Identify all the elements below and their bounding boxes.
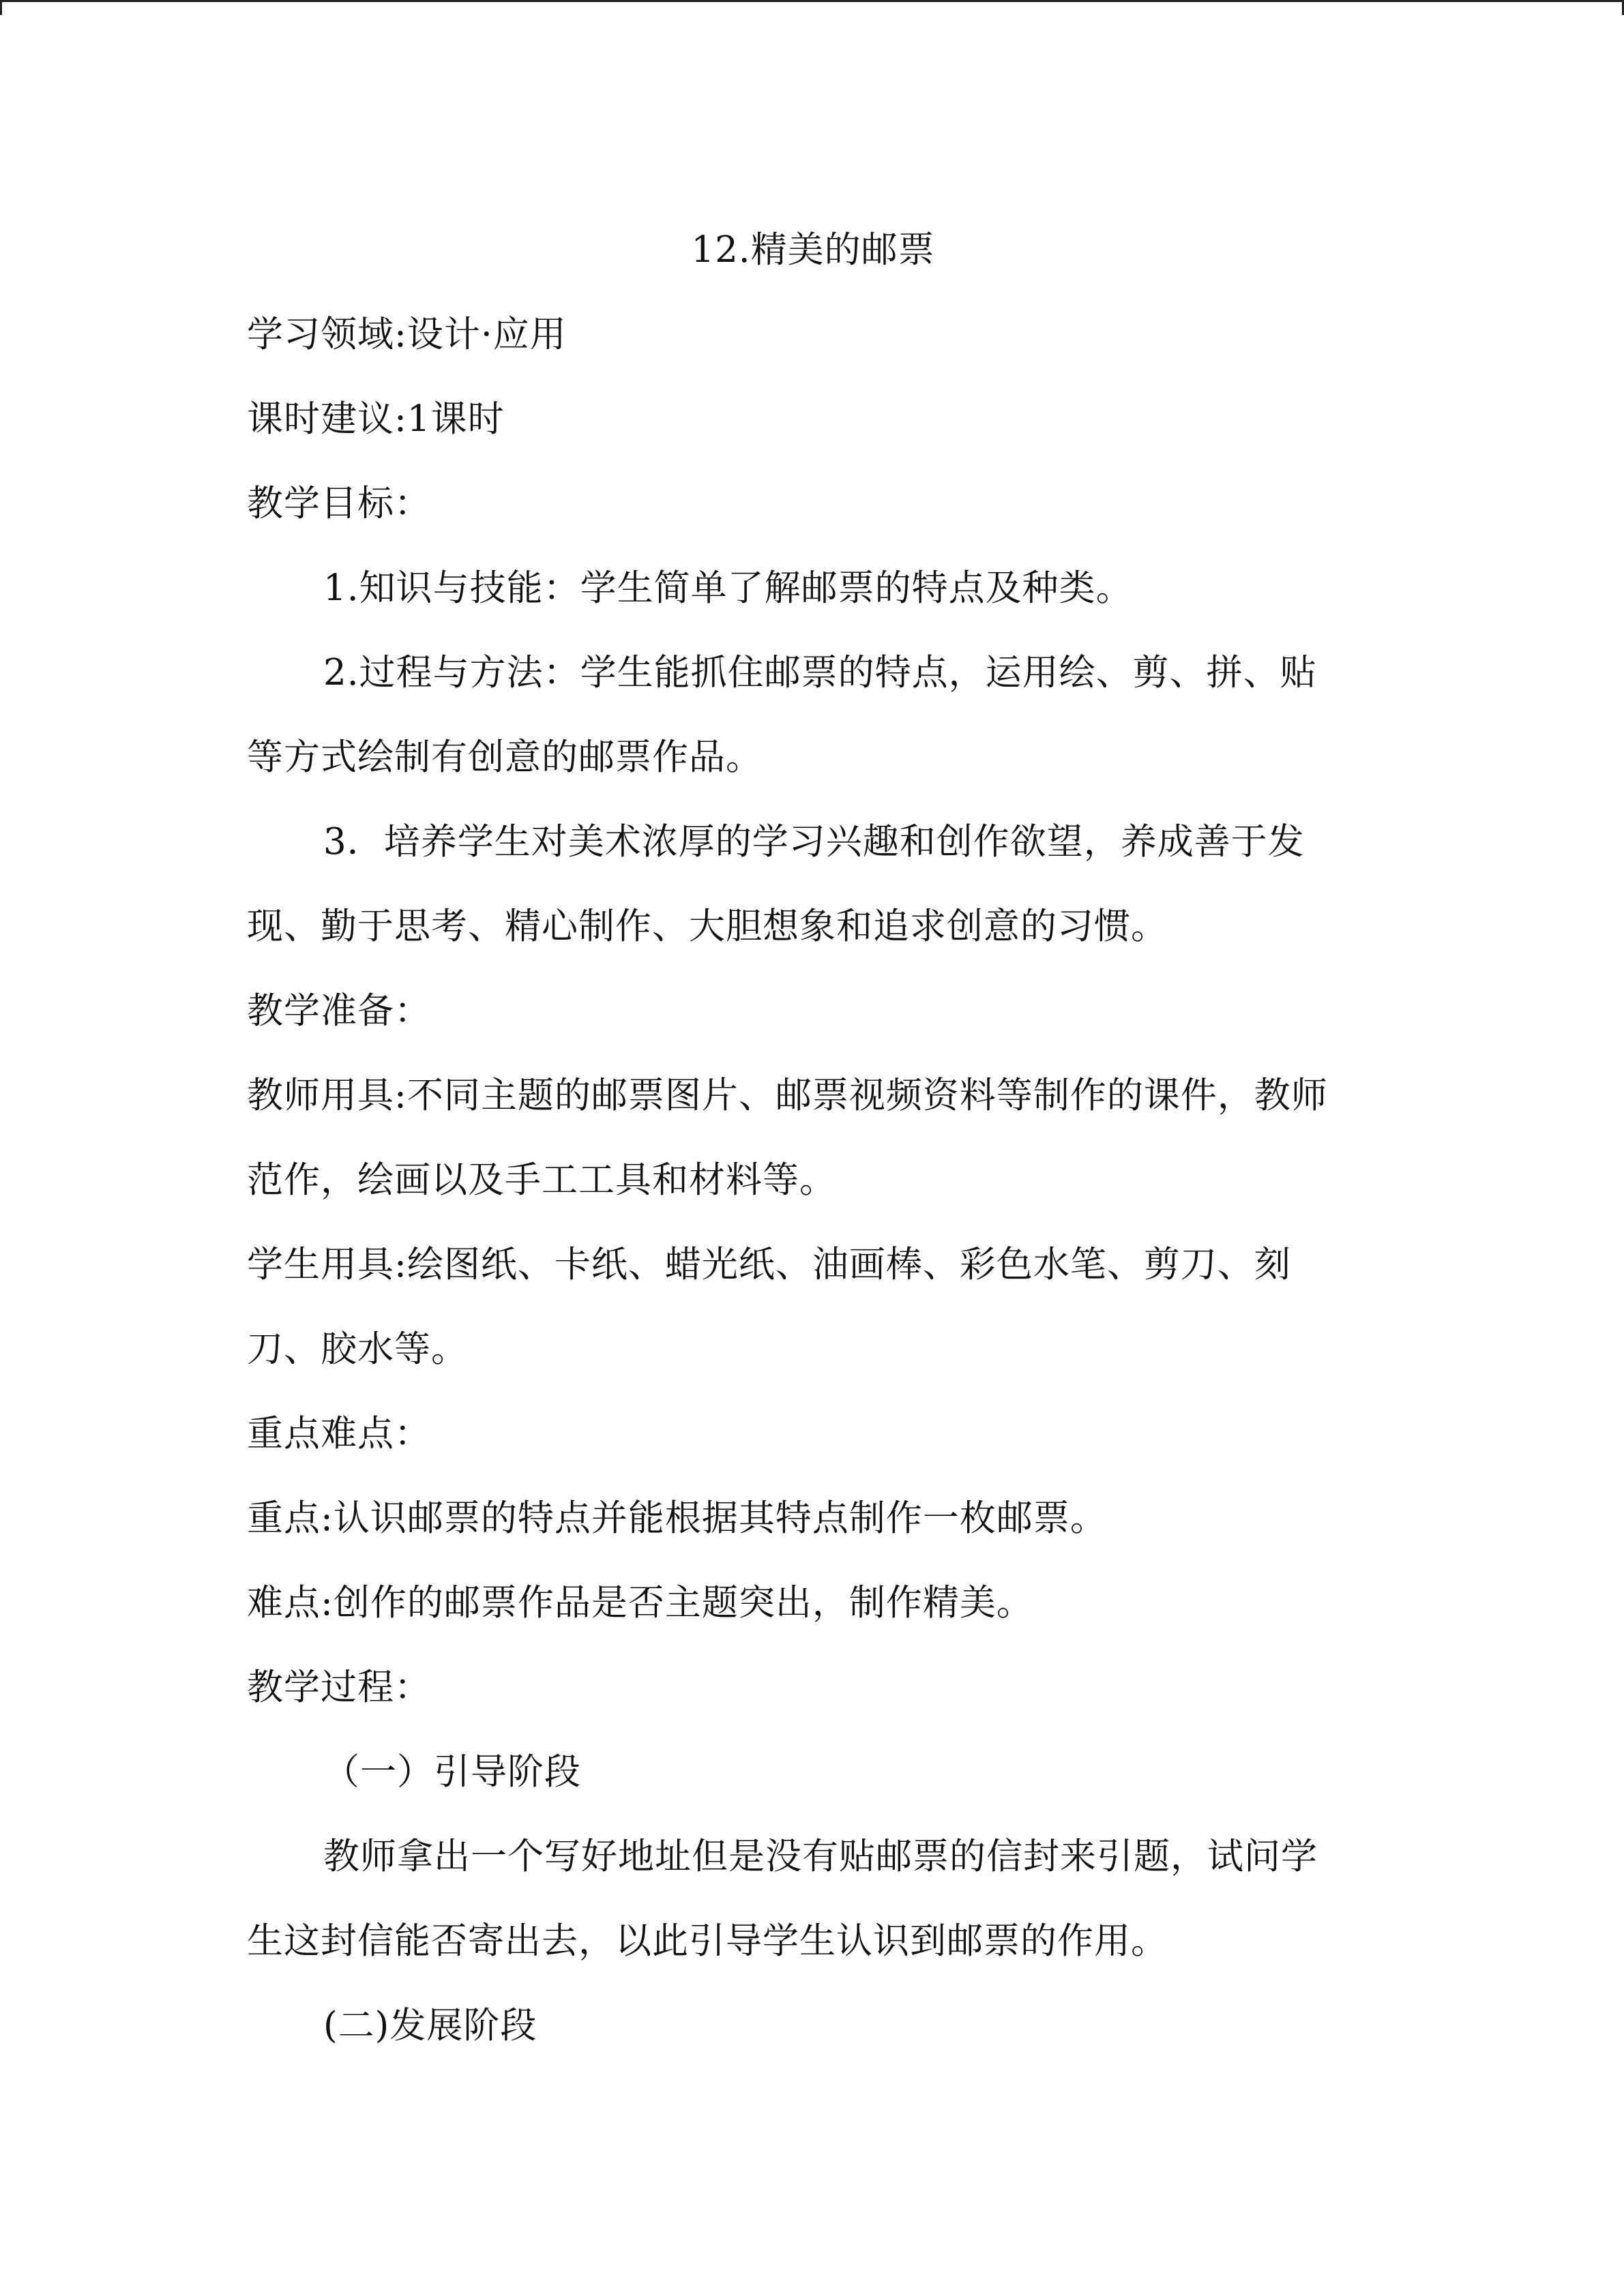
page-left-border <box>0 0 2 15</box>
objective-3-continued: 现、勤于思考、精心制作、大胆想象和追求创意的习惯。 <box>247 906 1168 947</box>
section-heading-preparation: 教学准备： <box>247 990 431 1032</box>
objective-2-continued: 等方式绘制有创意的邮票作品。 <box>247 736 763 778</box>
student-tools-continued: 刀、胶水等。 <box>247 1328 468 1370</box>
teacher-tools: 教师用具:不同主题的邮票图片、邮票视频资料等制作的课件，教师 <box>247 1075 1328 1116</box>
document-title: 12.精美的邮票 <box>691 229 935 271</box>
objective-1: 1.知识与技能：学生简单了解邮票的特点及种类。 <box>323 567 1133 609</box>
key-point: 重点:认识邮票的特点并能根据其特点制作一枚邮票。 <box>247 1497 1107 1539</box>
lesson-hours: 课时建议:1课时 <box>247 398 505 440</box>
section-heading-key-points: 重点难点： <box>247 1413 431 1455</box>
document-body <box>247 208 1379 2068</box>
student-tools: 学生用具:绘图纸、卡纸、蜡光纸、油画棒、彩色水笔、剪刀、刻 <box>247 1244 1291 1285</box>
teacher-tools-continued: 范作，绘画以及手工工具和材料等。 <box>247 1159 836 1201</box>
objective-3: 3．培养学生对美术浓厚的学习兴趣和创作欲望，养成善于发 <box>323 821 1305 863</box>
objective-2: 2.过程与方法：学生能抓住邮票的特点，运用绘、剪、拼、贴 <box>323 652 1317 694</box>
page-top-border <box>0 0 1624 2</box>
stage-2-heading: (二)发展阶段 <box>323 2005 537 2046</box>
section-heading-objectives: 教学目标： <box>247 483 431 524</box>
learning-domain: 学习领域:设计·应用 <box>247 314 567 355</box>
section-heading-process: 教学过程： <box>247 1667 431 1708</box>
stage-1-heading: （一）引导阶段 <box>323 1751 581 1793</box>
stage-1-paragraph-continued: 生这封信能否寄出去，以此引导学生认识到邮票的作用。 <box>247 1920 1168 1962</box>
difficult-point: 难点:创作的邮票作品是否主题突出，制作精美。 <box>247 1582 1033 1624</box>
stage-1-paragraph: 教师拿出一个写好地址但是没有贴邮票的信封来引题，试问学 <box>323 1836 1318 1877</box>
